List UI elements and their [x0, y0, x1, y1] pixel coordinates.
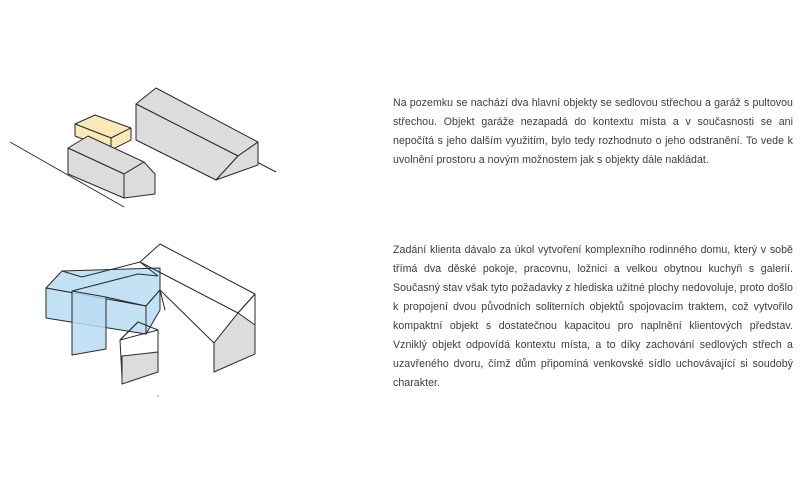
paragraph-proposed-state: Zadání klienta dávalo za úkol vytvoření komplexního rodinného domu, který v sobě třímá dva děské pokoje, pracovnu, ložnici a velkou obytnou kuchyň s galerií. Současný stav však tyto požadavky z hlediska užitné plochy nedovoluje, proto došlo k propojení dvou původních soliterních objektů spojovacím traktem, což vytvořilo kompaktní objekt s dostatečnou kapacitou pro naplnění klientových představ. Vzniklý objekt odpovídá kontextu místa, a to díky zachování sedlových střech a uzavřeného dvoru, čímž dům připomíná venkovské sídlo uchovávající si soudobý charakter. — [393, 244, 793, 389]
proposed-state-diagram — [0, 238, 310, 408]
paragraph-existing-state: Na pozemku se nachází dva hlavní objekty se sedlovou střechou a garáž s pultovou střechou. Objekt garáže nezapadá do kontextu místa a v současnosti se ani nepočítá s jeho dalším využitím, bylo tedy rozhodnuto o jeho odstranění. To vede k uvolnění prostoru a novým možnostem jak s objekty dále nakládat. — [393, 97, 793, 166]
connecting-wing — [46, 268, 160, 355]
existing-state-diagram — [0, 70, 310, 220]
main-house-end-face — [214, 313, 255, 372]
main-house — [136, 88, 258, 180]
small-house-end-face — [122, 352, 158, 384]
stray-dot — [157, 395, 159, 397]
